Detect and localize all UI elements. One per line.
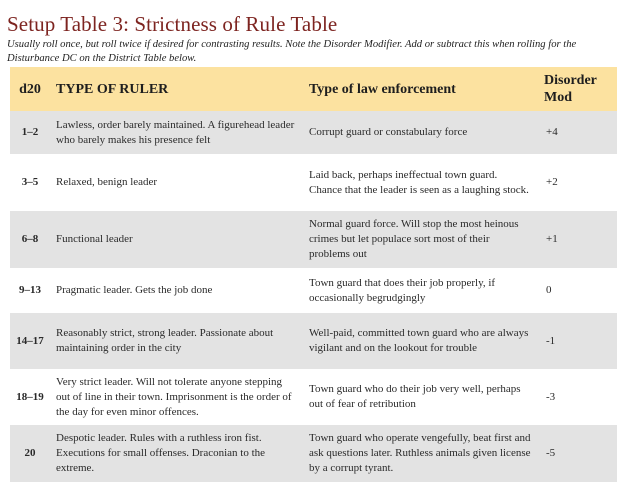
table-row: [10, 268, 617, 313]
ruler-cell: Functional leader: [50, 211, 303, 268]
page-title: Setup Table 3: Strictness of Rule Table: [7, 12, 338, 36]
table-row: [10, 211, 617, 268]
table-row: [10, 154, 617, 211]
table-row: [10, 313, 617, 369]
ruler-cell: Relaxed, benign leader: [50, 154, 303, 211]
ruler-cell: Reasonably strict, strong leader. Passionate about maintaining order in the city: [50, 313, 303, 369]
mod-cell: +4: [538, 111, 617, 154]
table-row: [10, 111, 617, 154]
table-row: [10, 369, 617, 425]
mod-cell: +1: [538, 211, 617, 268]
mod-cell: +2: [538, 154, 617, 211]
header-type-of-ruler: TYPE OF RULER: [50, 67, 303, 111]
header-mod-label: Mod: [544, 90, 572, 105]
law-cell: Town guard that does their job properly, if occasionally begrudgingly: [303, 268, 538, 313]
roll-cell: 14–17: [10, 313, 50, 369]
ruler-cell: Pragmatic leader. Gets the job done: [50, 268, 303, 313]
intro-text: Usually roll once, but roll twice if desired for contrasting results. Note the Disorder Modifier. Add or subtract this when rolling for the Disturbance DC on the District Table below.: [7, 39, 577, 64]
ruler-cell: Lawless, order barely maintained. A figurehead leader who barely makes his presence felt: [50, 111, 303, 154]
mod-cell: -1: [538, 313, 617, 369]
mod-cell: 0: [538, 268, 617, 313]
header-d20: d20: [10, 67, 50, 111]
law-cell: Normal guard force. Will stop the most heinous crimes but let populace sort most of their problems out: [303, 211, 538, 268]
roll-cell: 20: [10, 425, 50, 482]
law-cell: Town guard who do their job very well, perhaps out of fear of retribution: [303, 369, 538, 425]
header-law-enforcement: Type of law enforcement: [303, 67, 538, 111]
roll-cell: 9–13: [10, 268, 50, 313]
strictness-table: [10, 67, 617, 482]
law-cell: Town guard who operate vengefully, beat first and ask questions later. Ruthless animals given license by a corrupt tyrant.: [303, 425, 538, 482]
roll-cell: 6–8: [10, 211, 50, 268]
roll-cell: 18–19: [10, 369, 50, 425]
mod-cell: -3: [538, 369, 617, 425]
law-cell: Corrupt guard or constabulary force: [303, 111, 538, 154]
ruler-cell: Despotic leader. Rules with a ruthless iron fist. Executions for small offenses. Draconian to the extreme.: [50, 425, 303, 482]
header-disorder-label: Disorder: [544, 73, 597, 88]
law-cell: Well-paid, committed town guard who are always vigilant and on the lookout for trouble: [303, 313, 538, 369]
header-disorder-mod: [538, 67, 617, 111]
mod-cell: -5: [538, 425, 617, 482]
ruler-cell: Very strict leader. Will not tolerate anyone stepping out of line in their town. Imprisonment is the order of the day for even minor offences.: [50, 369, 303, 425]
table-header-row: [10, 67, 617, 111]
table-row: [10, 425, 617, 482]
roll-cell: 1–2: [10, 111, 50, 154]
roll-cell: 3–5: [10, 154, 50, 211]
law-cell: Laid back, perhaps ineffectual town guard. Chance that the leader is seen as a laughing stock.: [303, 154, 538, 211]
